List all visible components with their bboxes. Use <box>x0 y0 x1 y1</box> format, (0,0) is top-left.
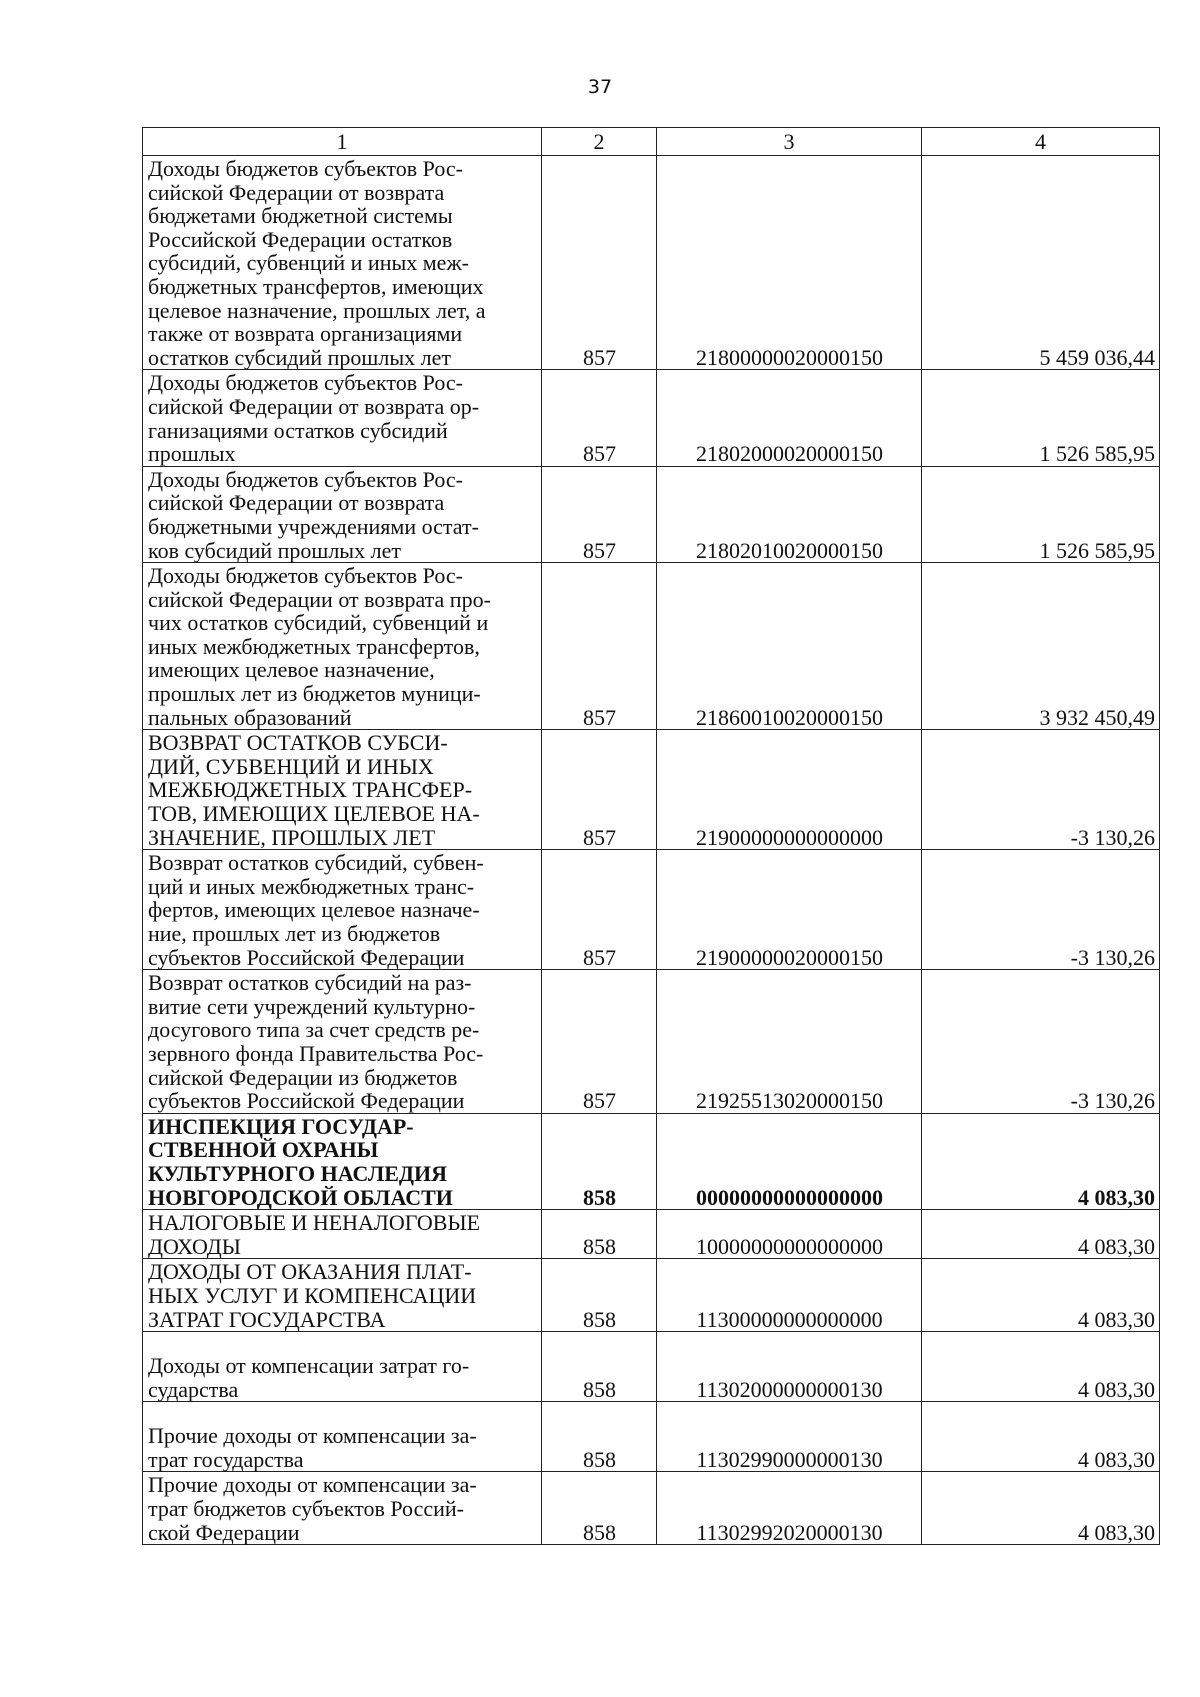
row-code: 857 <box>542 970 657 1114</box>
description-line: Доходы от компенсации затрат го- <box>148 1353 470 1379</box>
description-line: сударства <box>148 1376 239 1402</box>
description-line: имеющих целевое назначение, <box>148 657 435 683</box>
description-line: иных межбюджетных трансфертов, <box>148 633 480 659</box>
description-line: Российской Федерации остатков <box>148 226 453 252</box>
description-line: прошлых <box>148 441 236 467</box>
row-kbk: 21802010020000150 <box>657 466 922 562</box>
description-line: бюджетных трансфертов, имеющих <box>148 273 484 299</box>
row-amount: 4 083,30 <box>922 1332 1160 1402</box>
table-row <box>143 466 1160 562</box>
row-description <box>143 370 542 466</box>
description-line: Возврат остатков субсидий, субвен- <box>148 850 484 876</box>
row-description <box>143 970 542 1114</box>
column-header-3: 3 <box>657 128 922 156</box>
row-description <box>143 850 542 970</box>
description-line: сийской Федерации от возврата ор- <box>148 393 480 419</box>
description-line: ТОВ, ИМЕЮЩИХ ЦЕЛЕВОЕ НА- <box>148 801 480 827</box>
description-line: Возврат остатков субсидий на раз- <box>148 970 472 996</box>
row-amount: 4 083,30 <box>922 1113 1160 1209</box>
table-row <box>143 1472 1160 1545</box>
row-description <box>143 1332 542 1402</box>
description-line: Доходы бюджетов субъектов Рос- <box>148 370 463 396</box>
description-line: также от возврата организациями <box>148 321 463 347</box>
description-line: Доходы бюджетов субъектов Рос- <box>148 563 463 589</box>
description-line: прошлых лет из бюджетов муници- <box>148 681 481 707</box>
description-line: ДИЙ, СУБВЕНЦИЙ И ИНЫХ <box>148 753 434 779</box>
row-kbk: 11302000000000130 <box>657 1332 922 1402</box>
row-code: 858 <box>542 1402 657 1472</box>
description-line: СТВЕННОЙ ОХРАНЫ <box>148 1137 379 1163</box>
table-row <box>143 970 1160 1114</box>
row-amount: -3 130,26 <box>922 850 1160 970</box>
table-body <box>143 156 1160 1545</box>
row-description <box>143 1113 542 1209</box>
table-header-row <box>143 128 1160 156</box>
description-line: ганизациями остатков субсидий <box>148 417 448 443</box>
description-line: ЗНАЧЕНИЕ, ПРОШЛЫХ ЛЕТ <box>148 824 436 850</box>
row-kbk: 11300000000000000 <box>657 1259 922 1332</box>
description-line: ской Федерации <box>148 1519 300 1545</box>
row-description <box>143 1402 542 1472</box>
description-line: Доходы бюджетов субъектов Рос- <box>148 156 463 181</box>
table-row <box>143 1402 1160 1472</box>
description-line: Прочие доходы от компенсации за- <box>148 1423 477 1449</box>
description-line: субъектов Российской Федерации <box>148 1088 465 1114</box>
table-row <box>143 156 1160 370</box>
row-kbk: 11302992020000130 <box>657 1472 922 1545</box>
description-line: ИНСПЕКЦИЯ ГОСУДАР- <box>148 1113 414 1139</box>
table-row <box>143 563 1160 730</box>
row-amount: 1 526 585,95 <box>922 370 1160 466</box>
row-description <box>143 156 542 370</box>
budget-table <box>142 127 1160 1545</box>
description-line: досугового типа за счет средств ре- <box>148 1017 480 1043</box>
description-line: трат государства <box>148 1446 304 1472</box>
description-line: целевое назначение, прошлых лет, а <box>148 297 486 323</box>
row-amount: -3 130,26 <box>922 730 1160 850</box>
row-amount: 5 459 036,44 <box>922 156 1160 370</box>
description-line: фертов, имеющих целевое назначе- <box>148 897 480 923</box>
row-amount: 4 083,30 <box>922 1210 1160 1259</box>
description-line: ций и иных межбюджетных транс- <box>148 873 475 899</box>
row-code: 857 <box>542 563 657 730</box>
row-code: 857 <box>542 466 657 562</box>
table-row <box>143 1210 1160 1259</box>
description-line: субъектов Российской Федерации <box>148 944 465 970</box>
row-kbk: 21925513020000150 <box>657 970 922 1114</box>
table-row <box>143 850 1160 970</box>
row-kbk: 10000000000000000 <box>657 1210 922 1259</box>
description-line: ЗАТРАТ ГОСУДАРСТВА <box>148 1306 386 1332</box>
row-kbk: 21900000000000000 <box>657 730 922 850</box>
description-line: бюджетными учреждениями остат- <box>148 513 479 539</box>
table-row <box>143 730 1160 850</box>
row-code: 857 <box>542 156 657 370</box>
row-code: 858 <box>542 1210 657 1259</box>
row-kbk: 21900000020000150 <box>657 850 922 970</box>
description-line: пальных образований <box>148 704 352 730</box>
row-code: 857 <box>542 730 657 850</box>
table-row <box>143 1332 1160 1402</box>
description-line: НЫХ УСЛУГ И КОМПЕНСАЦИИ <box>148 1282 477 1308</box>
table-row <box>143 1113 1160 1209</box>
row-kbk: 21800000020000150 <box>657 156 922 370</box>
description-line: зервного фонда Правительства Рос- <box>148 1040 484 1066</box>
row-code: 858 <box>542 1332 657 1402</box>
description-line: ков субсидий прошлых лет <box>148 537 401 563</box>
page-number: 37 <box>587 76 613 98</box>
row-description <box>143 563 542 730</box>
table-row <box>143 1259 1160 1332</box>
column-header-2: 2 <box>542 128 657 156</box>
row-kbk: 00000000000000000 <box>657 1113 922 1209</box>
column-header-1: 1 <box>143 128 542 156</box>
description-line: субсидий, субвенций и иных меж- <box>148 250 469 276</box>
row-description <box>143 730 542 850</box>
row-code: 858 <box>542 1113 657 1209</box>
description-line: Прочие доходы от компенсации за- <box>148 1472 477 1498</box>
row-code: 857 <box>542 850 657 970</box>
row-kbk: 21802000020000150 <box>657 370 922 466</box>
row-description <box>143 466 542 562</box>
column-header-4: 4 <box>922 128 1160 156</box>
description-line: НАЛОГОВЫЕ И НЕНАЛОГОВЫЕ <box>148 1210 481 1236</box>
description-line: сийской Федерации от возврата про- <box>148 586 491 612</box>
row-kbk: 11302990000000130 <box>657 1402 922 1472</box>
row-amount: 4 083,30 <box>922 1402 1160 1472</box>
description-line: ДОХОДЫ ОТ ОКАЗАНИЯ ПЛАТ- <box>148 1259 472 1285</box>
row-code: 858 <box>542 1259 657 1332</box>
description-line: трат бюджетов субъектов Россий- <box>148 1496 465 1522</box>
description-line: сийской Федерации от возврата <box>148 179 445 205</box>
description-line: МЕЖБЮДЖЕТНЫХ ТРАНСФЕР- <box>148 777 473 803</box>
description-line: остатков субсидий прошлых лет <box>148 344 451 370</box>
row-description <box>143 1259 542 1332</box>
description-line: ДОХОДЫ <box>148 1233 241 1259</box>
description-line: КУЛЬТУРНОГО НАСЛЕДИЯ <box>148 1160 448 1186</box>
description-line: витие сети учреждений культурно- <box>148 993 476 1019</box>
description-line: сийской Федерации из бюджетов <box>148 1064 458 1090</box>
row-amount: 3 932 450,49 <box>922 563 1160 730</box>
row-description <box>143 1472 542 1545</box>
row-amount: 4 083,30 <box>922 1259 1160 1332</box>
table-row <box>143 370 1160 466</box>
row-description <box>143 1210 542 1259</box>
description-line: бюджетами бюджетной системы <box>148 203 453 229</box>
row-kbk: 21860010020000150 <box>657 563 922 730</box>
row-amount: 1 526 585,95 <box>922 466 1160 562</box>
description-line: НОВГОРОДСКОЙ ОБЛАСТИ <box>148 1184 453 1210</box>
description-line: чих остатков субсидий, субвенций и <box>148 610 489 636</box>
row-code: 857 <box>542 370 657 466</box>
description-line: сийской Федерации от возврата <box>148 490 445 516</box>
row-amount: 4 083,30 <box>922 1472 1160 1545</box>
description-line: Доходы бюджетов субъектов Рос- <box>148 466 463 492</box>
description-line: ние, прошлых лет из бюджетов <box>148 921 441 946</box>
row-code: 858 <box>542 1472 657 1545</box>
row-amount: -3 130,26 <box>922 970 1160 1114</box>
description-line: ВОЗВРАТ ОСТАТКОВ СУБСИ- <box>148 730 448 756</box>
